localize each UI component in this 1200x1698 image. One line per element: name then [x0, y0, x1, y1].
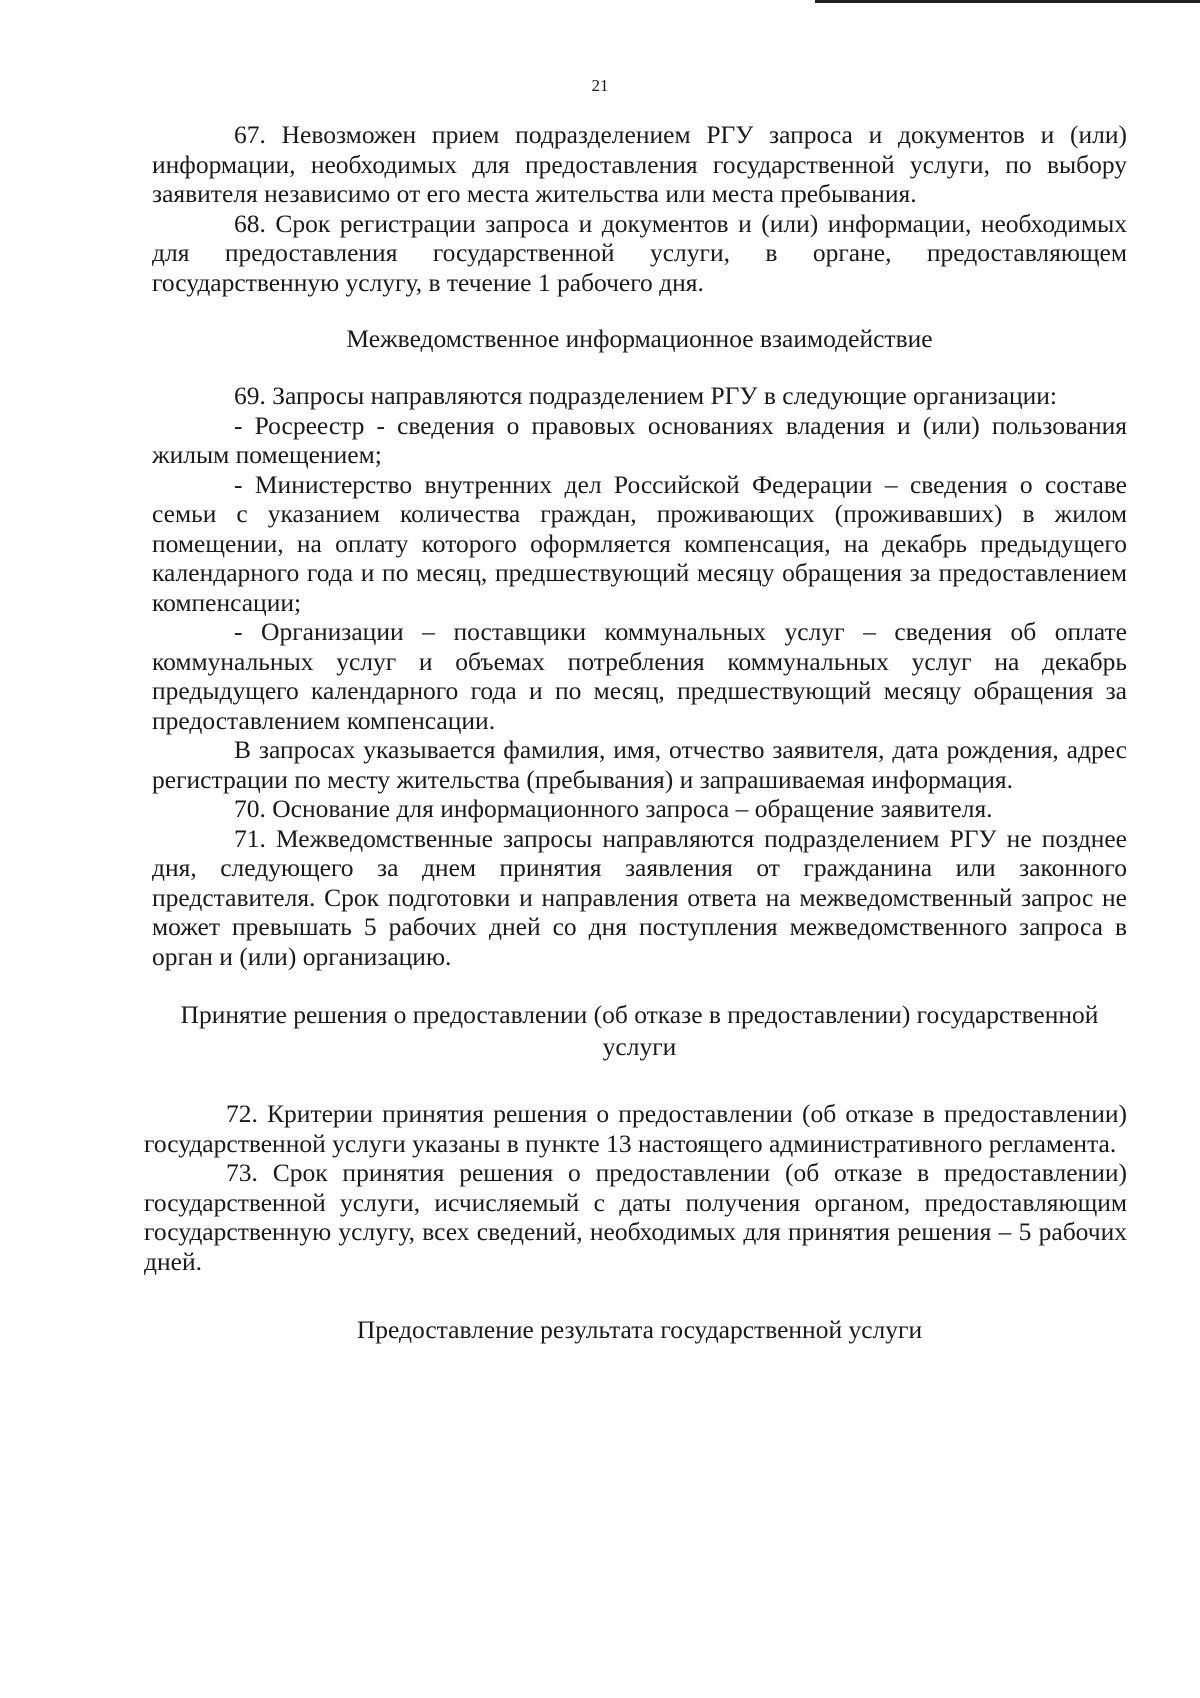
paragraph-73: 73. Срок принятия решения о предоставлении (об отказе в предоставлении) государственной услуги, исчисляемый с даты получения органом, предоставляющим государственную услугу, всех сведений, необходимых для принятия решения – 5 рабочих дней. [144, 1158, 1127, 1276]
paragraph-67: 67. Невозможен прием подразделением РГУ запроса и документов и (или) информации, необходимых для предоставления государственной услуги, по выбору заявителя независимо от его места жительства или места пребывания. [152, 120, 1127, 208]
list-item-utilities: - Организации – поставщики коммунальных услуг – сведения об оплате коммунальных услуг и объемах потребления коммунальных услуг на декабрь предыдущего календарного года и по месяц, предшествующий месяцу обращения за предоставлением компенсации. [152, 617, 1127, 735]
paragraph-69: 69. Запросы направляются подразделением РГУ в следующие организации: [234, 381, 1058, 410]
paragraph-70: 70. Основание для информационного запроса – обращение заявителя. [234, 794, 993, 823]
section-heading-interagency: Межведомственное информационное взаимодействие [346, 324, 933, 353]
section-heading-decision: Принятие решения о предоставлении (об отказе в предоставлении) государственной услуги [180, 1000, 1099, 1061]
top-edge-rule [815, 0, 1200, 3]
page-number: 21 [591, 76, 609, 95]
list-item-mvd: - Министерство внутренних дел Российской Федерации – сведения о составе семьи с указанием количества граждан, проживающих (проживавших) в жилом помещении, на оплату которого оформляется компенсация, на декабрь предыдущего календарного года и по месяц, предшествующий месяцу обращения за предоставлением компенсации; [152, 469, 1127, 617]
paragraph-72: 72. Критерии принятия решения о предоставлении (об отказе в предоставлении) государственной услуги указаны в пункте 13 настоящего административного регламента. [144, 1099, 1127, 1158]
section-heading-result: Предоставление результата государственной услуги [356, 1315, 923, 1344]
paragraph-68: 68. Срок регистрации запроса и документов и (или) информации, необходимых для предоставления государственной услуги, в органе, предоставляющем государственную услугу, в течение 1 рабочего дня. [152, 208, 1127, 297]
paragraph-71: 71. Межведомственные запросы направляются подразделением РГУ не позднее дня, следующего за днем принятия заявления от гражданина или законного представителя. Срок подготовки и направления ответа на межведомственный запрос не может превышать 5 рабочих дней со дня поступления межведомственного запроса в орган и (или) организацию. [152, 823, 1127, 971]
paragraph-request-contents: В запросах указывается фамилия, имя, отчество заявителя, дата рождения, адрес регистрации по месту жительства (пребывания) и запрашиваемая информация. [152, 735, 1127, 794]
list-item-rosreestr: - Росреестр - сведения о правовых основаниях владения и (или) пользования жилым помещением; [152, 410, 1127, 469]
document-body [144, 120, 1127, 1346]
